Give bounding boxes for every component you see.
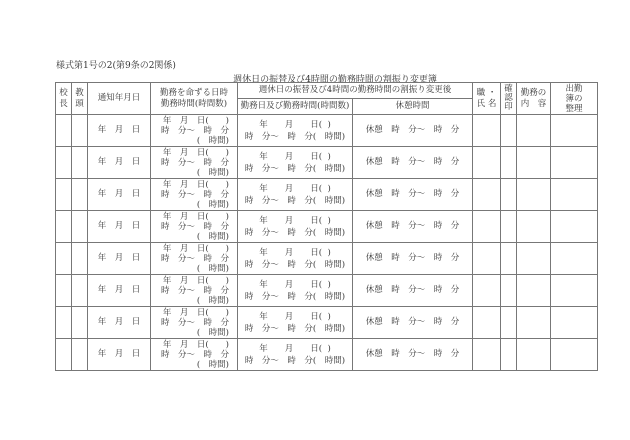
attendance-cell[interactable] — [551, 147, 598, 179]
header-notice-date: 通知年月日 — [88, 83, 151, 115]
principal-cell[interactable] — [56, 179, 72, 211]
break-time-cell: 休憩 時 分～ 時 分 — [353, 115, 473, 147]
header-break-time: 休憩時間 — [353, 99, 473, 115]
notice-date-cell: 年 月 日 — [88, 179, 151, 211]
confirm-seal-cell[interactable] — [501, 339, 517, 371]
position-name-cell[interactable] — [473, 179, 501, 211]
attendance-cell[interactable] — [551, 179, 598, 211]
confirm-seal-cell[interactable] — [501, 307, 517, 339]
header-principal: 校 長 — [56, 83, 72, 115]
principal-cell[interactable] — [56, 243, 72, 275]
work-day-hours-cell: 年 月 日( ) 時 分～ 時 分( 時間) — [238, 147, 353, 179]
confirm-seal-cell[interactable] — [501, 179, 517, 211]
vice-principal-cell[interactable] — [72, 307, 88, 339]
work-content-cell[interactable] — [517, 339, 551, 371]
work-day-hours-cell: 年 月 日( ) 時 分～ 時 分( 時間) — [238, 179, 353, 211]
header-work-content: 勤務の 内 容 — [517, 83, 551, 115]
table-row — [56, 147, 598, 179]
principal-cell[interactable] — [56, 147, 72, 179]
form-number: 様式第1号の2(第9条の2関係) — [56, 61, 176, 71]
work-day-hours-cell: 年 月 日( ) 時 分～ 時 分( 時間) — [238, 275, 353, 307]
ordered-work-cell: 年 月 日( ) 時 分～ 時 分 ( 時間) — [151, 179, 238, 211]
header-work-day-hours: 勤務日及び勤務時間(時間数) — [238, 99, 353, 115]
break-time-cell: 休憩 時 分～ 時 分 — [353, 275, 473, 307]
ordered-work-cell: 年 月 日( ) 時 分～ 時 分 ( 時間) — [151, 339, 238, 371]
work-content-cell[interactable] — [517, 115, 551, 147]
ordered-work-cell: 年 月 日( ) 時 分～ 時 分 ( 時間) — [151, 211, 238, 243]
table-row — [56, 115, 598, 147]
confirm-seal-cell[interactable] — [501, 115, 517, 147]
work-content-cell[interactable] — [517, 307, 551, 339]
header-attendance: 出勤 簿の 整理 — [551, 83, 598, 115]
work-content-cell[interactable] — [517, 179, 551, 211]
vice-principal-cell[interactable] — [72, 339, 88, 371]
notice-date-cell: 年 月 日 — [88, 275, 151, 307]
notice-date-cell: 年 月 日 — [88, 339, 151, 371]
vice-principal-cell[interactable] — [72, 115, 88, 147]
work-day-hours-cell: 年 月 日( ) 時 分～ 時 分( 時間) — [238, 339, 353, 371]
principal-cell[interactable] — [56, 211, 72, 243]
position-name-cell[interactable] — [473, 243, 501, 275]
break-time-cell: 休憩 時 分～ 時 分 — [353, 243, 473, 275]
attendance-cell[interactable] — [551, 211, 598, 243]
principal-cell[interactable] — [56, 115, 72, 147]
table-row — [56, 275, 598, 307]
header-after-change: 週休日の振替及び4時間の勤務時間の割振り変更後 — [238, 83, 473, 99]
break-time-cell: 休憩 時 分～ 時 分 — [353, 307, 473, 339]
vice-principal-cell[interactable] — [72, 179, 88, 211]
break-time-cell: 休憩 時 分～ 時 分 — [353, 147, 473, 179]
notice-date-cell: 年 月 日 — [88, 243, 151, 275]
confirm-seal-cell[interactable] — [501, 147, 517, 179]
work-content-cell[interactable] — [517, 275, 551, 307]
confirm-seal-cell[interactable] — [501, 211, 517, 243]
attendance-cell[interactable] — [551, 275, 598, 307]
table-row — [56, 211, 598, 243]
work-content-cell[interactable] — [517, 243, 551, 275]
document-title: 週休日の振替及び4時間の勤務時間の割振り変更簿 — [233, 75, 437, 85]
attendance-cell[interactable] — [551, 339, 598, 371]
principal-cell[interactable] — [56, 275, 72, 307]
work-day-hours-cell: 年 月 日( ) 時 分～ 時 分( 時間) — [238, 307, 353, 339]
ordered-work-cell: 年 月 日( ) 時 分～ 時 分 ( 時間) — [151, 243, 238, 275]
work-content-cell[interactable] — [517, 211, 551, 243]
header-position-name: 職 ・ 氏 名 — [473, 83, 501, 115]
position-name-cell[interactable] — [473, 115, 501, 147]
vice-principal-cell[interactable] — [72, 275, 88, 307]
table-row — [56, 307, 598, 339]
ordered-work-cell: 年 月 日( ) 時 分～ 時 分 ( 時間) — [151, 307, 238, 339]
position-name-cell[interactable] — [473, 147, 501, 179]
header-vice-principal: 教 頭 — [72, 83, 88, 115]
principal-cell[interactable] — [56, 339, 72, 371]
position-name-cell[interactable] — [473, 275, 501, 307]
vice-principal-cell[interactable] — [72, 147, 88, 179]
attendance-cell[interactable] — [551, 115, 598, 147]
work-content-cell[interactable] — [517, 147, 551, 179]
principal-cell[interactable] — [56, 307, 72, 339]
vice-principal-cell[interactable] — [72, 211, 88, 243]
change-register-table — [55, 82, 598, 371]
header-ordered-work: 勤務を命ずる日時 勤務時間(時間数) — [151, 83, 238, 115]
vice-principal-cell[interactable] — [72, 243, 88, 275]
header-confirm-seal: 確 認 印 — [501, 83, 517, 115]
break-time-cell: 休憩 時 分～ 時 分 — [353, 179, 473, 211]
table-row — [56, 243, 598, 275]
table-row — [56, 339, 598, 371]
break-time-cell: 休憩 時 分～ 時 分 — [353, 211, 473, 243]
notice-date-cell: 年 月 日 — [88, 307, 151, 339]
position-name-cell[interactable] — [473, 211, 501, 243]
work-day-hours-cell: 年 月 日( ) 時 分～ 時 分( 時間) — [238, 211, 353, 243]
position-name-cell[interactable] — [473, 307, 501, 339]
confirm-seal-cell[interactable] — [501, 275, 517, 307]
notice-date-cell: 年 月 日 — [88, 211, 151, 243]
attendance-cell[interactable] — [551, 243, 598, 275]
notice-date-cell: 年 月 日 — [88, 147, 151, 179]
work-day-hours-cell: 年 月 日( ) 時 分～ 時 分( 時間) — [238, 243, 353, 275]
table-row — [56, 179, 598, 211]
position-name-cell[interactable] — [473, 339, 501, 371]
attendance-cell[interactable] — [551, 307, 598, 339]
confirm-seal-cell[interactable] — [501, 243, 517, 275]
break-time-cell: 休憩 時 分～ 時 分 — [353, 339, 473, 371]
work-day-hours-cell: 年 月 日( ) 時 分～ 時 分( 時間) — [238, 115, 353, 147]
ordered-work-cell: 年 月 日( ) 時 分～ 時 分 ( 時間) — [151, 115, 238, 147]
ordered-work-cell: 年 月 日( ) 時 分～ 時 分 ( 時間) — [151, 275, 238, 307]
ordered-work-cell: 年 月 日( ) 時 分～ 時 分 ( 時間) — [151, 147, 238, 179]
notice-date-cell: 年 月 日 — [88, 115, 151, 147]
